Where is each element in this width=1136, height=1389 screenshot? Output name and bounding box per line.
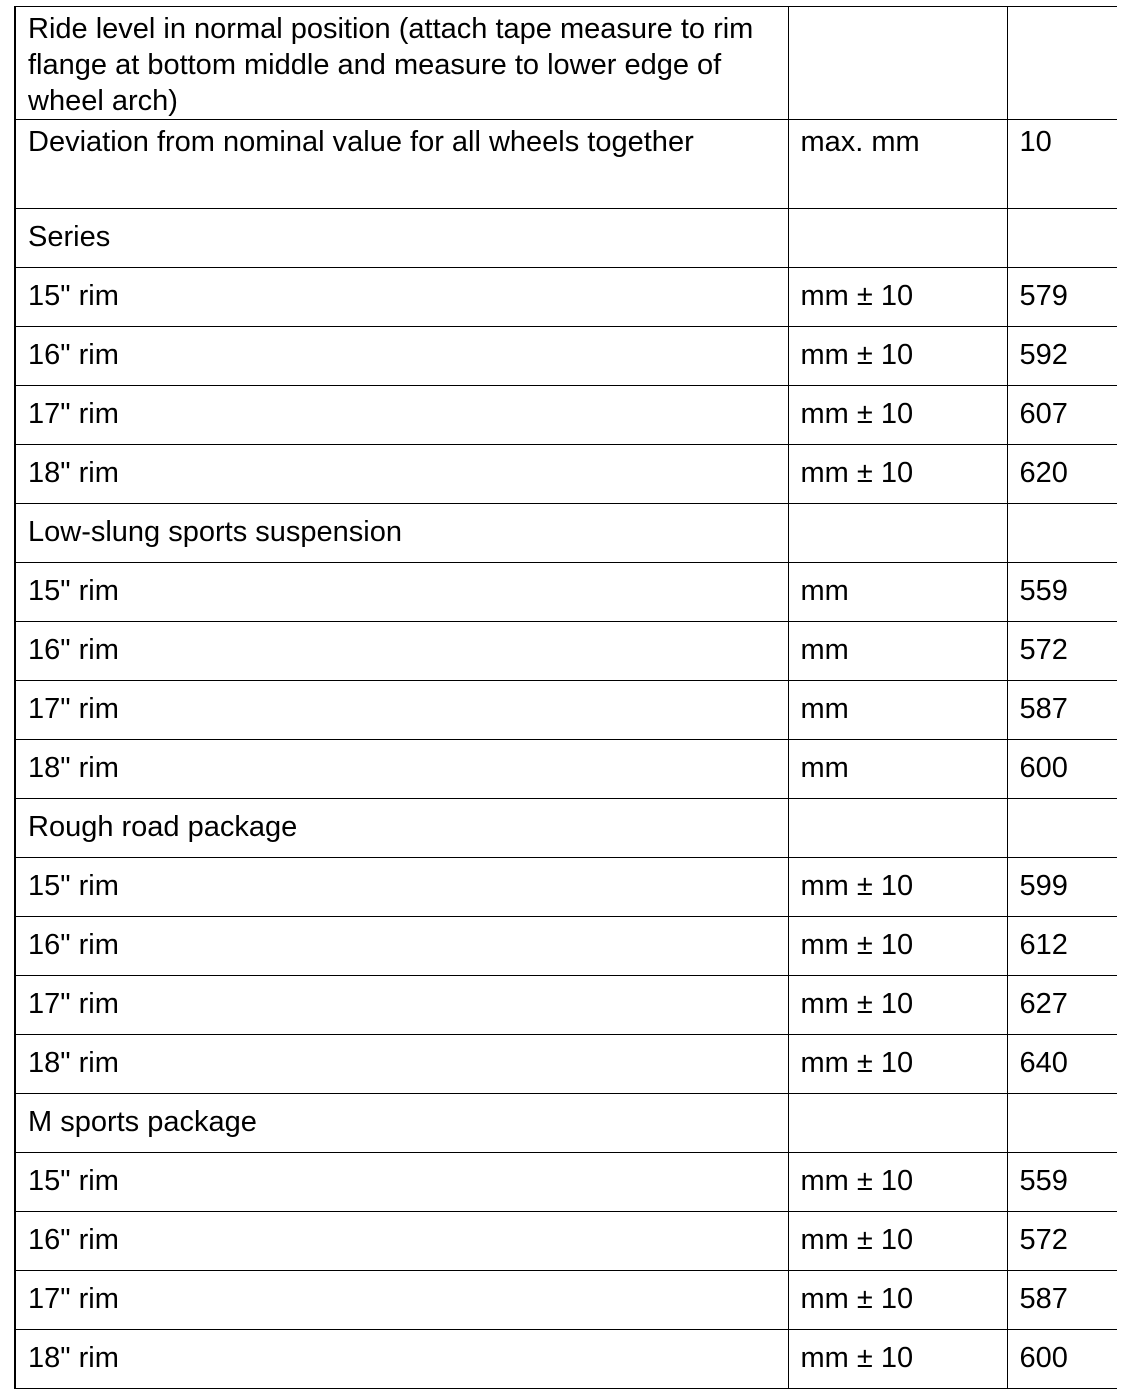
row-unit: mm ± 10 [788, 327, 1007, 386]
row-value: 592 [1007, 327, 1117, 386]
table-row [15, 1271, 1117, 1330]
row-value: 607 [1007, 386, 1117, 445]
table-row [15, 858, 1117, 917]
row-value: 627 [1007, 976, 1117, 1035]
table-row [15, 681, 1117, 740]
row-unit: mm [788, 563, 1007, 622]
row-unit: mm [788, 740, 1007, 799]
row-description: 16" rim [15, 622, 788, 681]
ride-level-spec-table [14, 6, 1117, 1389]
row-unit: mm ± 10 [788, 1330, 1007, 1389]
row-unit: mm ± 10 [788, 1035, 1007, 1094]
table-row [15, 386, 1117, 445]
row-description: Series [15, 209, 788, 268]
row-value [1007, 7, 1117, 120]
row-description: Ride level in normal position (attach tape measure to rim flange at bottom middle and measure to lower edge of wheel arch) [15, 7, 788, 120]
row-description: 17" rim [15, 386, 788, 445]
row-description: 15" rim [15, 858, 788, 917]
row-value: 559 [1007, 563, 1117, 622]
row-description: 17" rim [15, 976, 788, 1035]
table-row [15, 976, 1117, 1035]
row-description: 15" rim [15, 563, 788, 622]
row-description: 18" rim [15, 1330, 788, 1389]
row-description: 18" rim [15, 445, 788, 504]
row-unit: mm ± 10 [788, 445, 1007, 504]
row-description: M sports package [15, 1094, 788, 1153]
row-description: Low-slung sports suspension [15, 504, 788, 563]
table-row [15, 740, 1117, 799]
table-row [15, 622, 1117, 681]
row-description: 18" rim [15, 1035, 788, 1094]
row-value [1007, 1094, 1117, 1153]
row-value: 612 [1007, 917, 1117, 976]
section-header-row [15, 1094, 1117, 1153]
row-value: 572 [1007, 622, 1117, 681]
section-header-row [15, 209, 1117, 268]
row-value: 599 [1007, 858, 1117, 917]
row-value: 579 [1007, 268, 1117, 327]
row-unit: mm [788, 681, 1007, 740]
section-header-row [15, 799, 1117, 858]
table-row [15, 7, 1117, 120]
row-value: 10 [1007, 120, 1117, 209]
row-unit: mm ± 10 [788, 1271, 1007, 1330]
row-value: 587 [1007, 1271, 1117, 1330]
row-value: 600 [1007, 1330, 1117, 1389]
row-value: 559 [1007, 1153, 1117, 1212]
row-unit [788, 504, 1007, 563]
row-unit: mm ± 10 [788, 268, 1007, 327]
table-row [15, 120, 1117, 209]
section-header-row [15, 504, 1117, 563]
row-unit: mm ± 10 [788, 1212, 1007, 1271]
row-description: 15" rim [15, 268, 788, 327]
row-description: 15" rim [15, 1153, 788, 1212]
table-row [15, 1330, 1117, 1389]
table-row [15, 917, 1117, 976]
row-unit: mm ± 10 [788, 858, 1007, 917]
row-value [1007, 209, 1117, 268]
table-row [15, 563, 1117, 622]
row-value: 620 [1007, 445, 1117, 504]
row-unit: mm ± 10 [788, 386, 1007, 445]
table-row [15, 1035, 1117, 1094]
row-value: 640 [1007, 1035, 1117, 1094]
table-row [15, 445, 1117, 504]
row-description: 16" rim [15, 327, 788, 386]
table-row [15, 1153, 1117, 1212]
row-unit: max. mm [788, 120, 1007, 209]
row-description: 16" rim [15, 1212, 788, 1271]
row-unit [788, 7, 1007, 120]
row-description: 18" rim [15, 740, 788, 799]
row-unit [788, 1094, 1007, 1153]
row-value: 600 [1007, 740, 1117, 799]
row-value [1007, 799, 1117, 858]
row-value: 572 [1007, 1212, 1117, 1271]
row-unit: mm ± 10 [788, 917, 1007, 976]
row-unit [788, 799, 1007, 858]
row-description: 17" rim [15, 1271, 788, 1330]
spec-table-body [15, 7, 1117, 1389]
row-description: Rough road package [15, 799, 788, 858]
row-value: 587 [1007, 681, 1117, 740]
table-row [15, 268, 1117, 327]
row-unit [788, 209, 1007, 268]
row-unit: mm [788, 622, 1007, 681]
row-unit: mm ± 10 [788, 976, 1007, 1035]
row-description: Deviation from nominal value for all wheels together [15, 120, 788, 209]
table-row [15, 1212, 1117, 1271]
row-value [1007, 504, 1117, 563]
table-row [15, 327, 1117, 386]
row-description: 16" rim [15, 917, 788, 976]
row-description: 17" rim [15, 681, 788, 740]
row-unit: mm ± 10 [788, 1153, 1007, 1212]
